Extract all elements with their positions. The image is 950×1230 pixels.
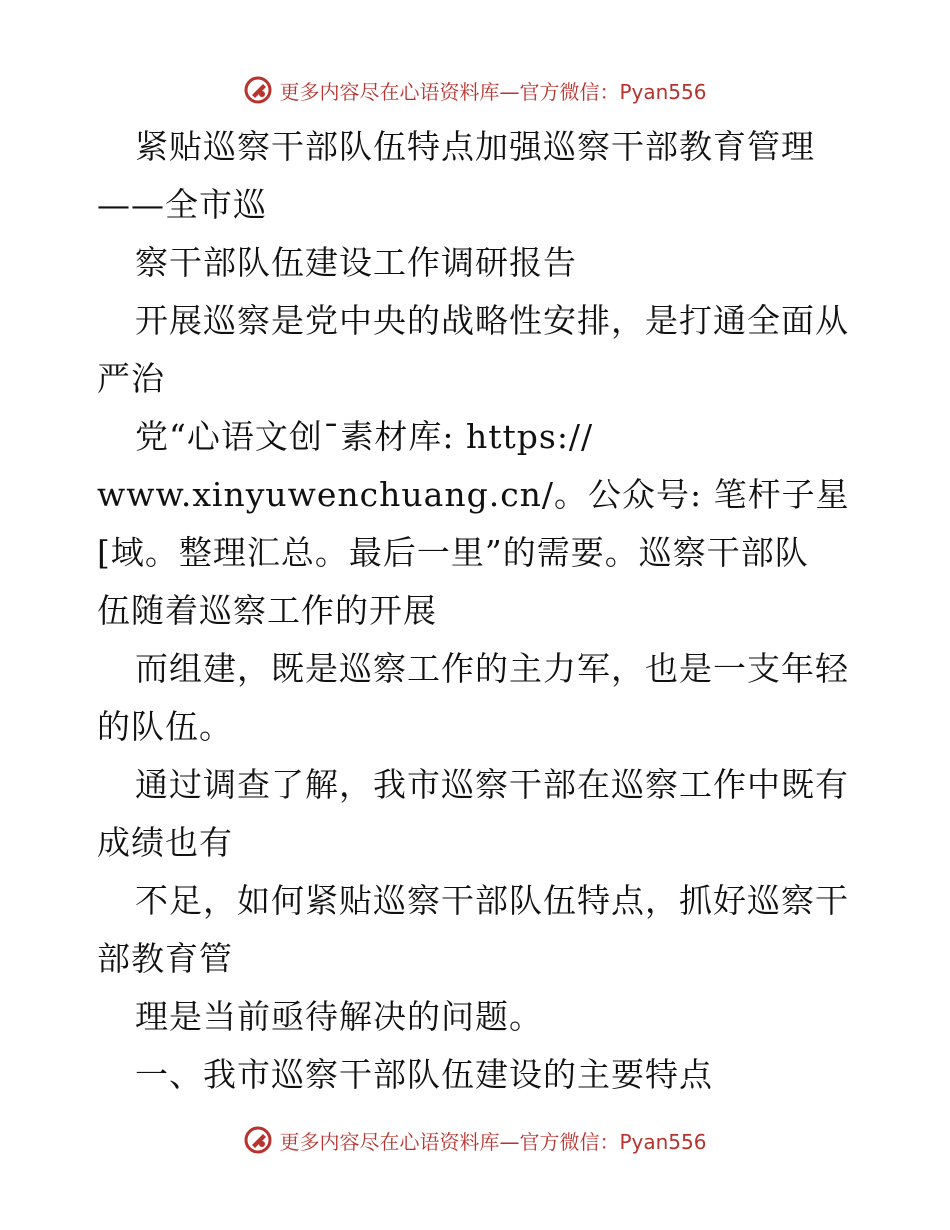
document-body (97, 118, 857, 1104)
paragraph-line: 成绩也有 (97, 823, 233, 862)
header-watermark (0, 70, 950, 110)
section-heading: 一、我市巡察干部队伍建设的主要特点 (135, 1055, 713, 1094)
paragraph-line: 通过调查了解，我市巡察干部在巡察工作中既有 (135, 765, 849, 804)
paragraph-line: [域。整理汇总。最后一里”的需要。巡察干部队 (97, 533, 809, 572)
watermark-text: 更多内容尽在心语资料库—官方微信：Pyan556 (279, 79, 707, 104)
title-line-3: 察干部队伍建设工作调研报告 (135, 243, 577, 282)
paragraph-line: 伍随着巡察工作的开展 (97, 591, 437, 630)
paragraph-line: 开展巡察是党中央的战略性安排，是打通全面从 (135, 301, 849, 340)
title-line-1: 紧贴巡察干部队伍特点加强巡察干部教育管理 (135, 127, 815, 166)
title-line-2: ——全市巡 (97, 185, 267, 224)
paragraph-line: 的队伍。 (97, 707, 233, 746)
paragraph-line: 部教育管 (97, 939, 233, 978)
paragraph-line: 不足，如何紧贴巡察干部队伍特点，抓好巡察干 (135, 881, 849, 920)
paragraph-line: www.xinyuwenchuang.cn/。公众号: 笔杆子星 (97, 475, 850, 514)
watermark-text: 更多内容尽在心语资料库—官方微信：Pyan556 (279, 1129, 707, 1154)
paragraph-line: 而组建，既是巡察工作的主力军，也是一支年轻 (135, 649, 849, 688)
paragraph-line: 党“心语文创¯素材库: https:// (135, 417, 594, 456)
footer-watermark (0, 1120, 950, 1160)
paragraph-line: 严治 (97, 359, 165, 398)
paragraph-line: 理是当前亟待解决的问题。 (135, 997, 543, 1036)
pen-nib-circle-icon (243, 75, 273, 105)
pen-nib-circle-icon (243, 1125, 273, 1155)
